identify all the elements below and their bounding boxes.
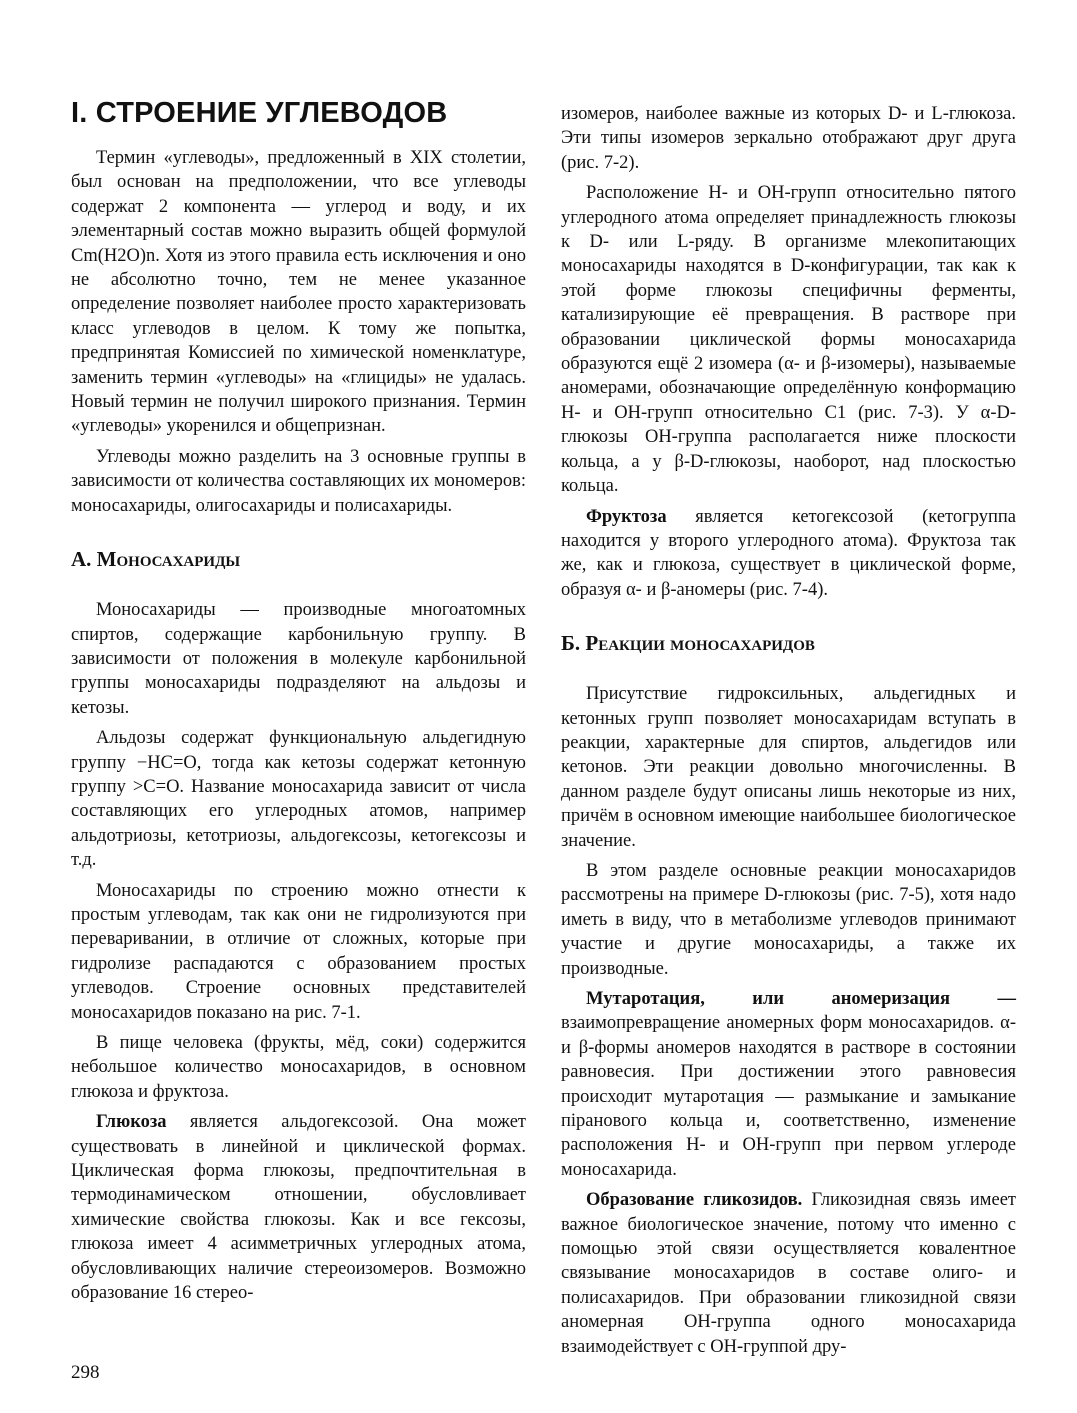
paragraph: В пище человека (фрукты, мёд, соки) содержится небольшое количество моносахаридов, в основном глюкоза и фруктоза. xyxy=(71,1033,526,1102)
paragraph xyxy=(71,1110,526,1305)
paragraph: Расположение Н- и ОН-групп относительно пятого углеродного атома определяет принадлежность глюкозы к D- или L-ряду. В организме млекопитающих моносахариды находятся в D-конфигурации, так как к этой форме глюкозы специфичны ферменты, катализирующие её превращения. В растворе при образовании циклической формы моносахарида образуются ещё 2 изомера (α- и β-изомеры), называемые аномерами, обозначающие определённую конформацию Н- и ОН-групп относительно C1 (рис. 7-3). У α-D-глюкозы ОН-группа располагается ниже плоскости кольца, а у β-D-глюкозы, наоборот, над плоскостью кольца. xyxy=(561,183,1016,497)
section-heading-a: А. Моносахариды xyxy=(71,547,241,572)
paragraph: Присутствие гидроксильных, альдегидных и кетонных групп позволяет моносахаридам вступать в реакции, характерные для спиртов, альдегидов или кетонов. Эти реакции довольно многочисленны. В данном разделе будут описаны лишь некоторые из них, причём в основном имеющие наибольшее биологическое значение. xyxy=(561,684,1016,851)
right-column xyxy=(561,102,1016,1365)
paragraph: Углеводы можно разделить на 3 основные группы в зависимости от количества составляющих их мономеров: моносахариды, олигосахариды и полисахариды. xyxy=(71,446,526,516)
term-glycosides: Образование гликозидов. xyxy=(586,1190,803,1211)
section-heading-b: Б. Реакции моносахаридов xyxy=(561,631,815,656)
paragraph: Термин «углеводы», предложенный в XIX столетии, был основан на предположении, что все углеводы содержат 2 компонента — углерод и воду, и их элементарный состав можно выразить общей формулой Cm(H2O)n. Хотя из этого правила есть исключения и оно не абсолютно точно, тем не менее указанное определение позволяет наиболее просто характеризовать класс углеводов в целом. К тому же попытка, предпринятая Комиссией по химической номенклатуре, заменить термин «углеводы» на «глициды» не удалась. Новый термин не получил широкого признания. Термин «углеводы» укоренился и общепризнан. xyxy=(71,148,526,437)
term-fructose: Фруктоза xyxy=(586,506,667,527)
left-column xyxy=(71,96,526,1311)
paragraph-text: является кетогексозой (кетогруппа находится у второго углеродного атома). Фруктоза так же, как и глюкоза, существует в циклической форме, образуя α- и β-аномеры (рис. 7-4). xyxy=(561,506,1016,600)
term-glucose: Глюкоза xyxy=(96,1112,167,1133)
paragraph: Моносахариды — производные многоатомных спиртов, содержащие карбонильную группу. В зависимости от положения в молекуле карбонильной группы моносахариды подразделяют на альдозы и кетозы. xyxy=(71,600,526,718)
paragraph: В этом разделе основные реакции моносахаридов рассмотрены на примере D-глюкозы (рис. 7-5), хотя надо иметь в виду, что в метаболизме углеводов принимают участие и другие моносахариды, а также их производные. xyxy=(561,860,1016,979)
paragraph xyxy=(561,505,1016,603)
chapter-title: I. СТРОЕНИЕ УГЛЕВОДОВ xyxy=(71,97,448,129)
paragraph: Моносахариды по строению можно отнести к простым углеводам, так как они не гидролизуются при переваривании, в отличие от сложных, которые при гидролизе распадаются с образованием простых углеводов. Строение основных представителей моносахаридов показано на рис. 7-1. xyxy=(71,880,526,1023)
paragraph: изомеров, наиболее важные из которых D- и L-глюкоза. Эти типы изомеров зеркально отображают друг друга (рис. 7-2). xyxy=(561,104,1016,173)
paragraph-text: взаимопревращение аномерных форм моносахаридов. α- и β-формы аномеров находятся в растворе в состоянии равновесия. При достижении этого равновесия происходит мутаротация — размыкание и замыкание піранового кольца и, соответственно, изменение расположения Н- и ОН-групп при первом углероде моносахарида. xyxy=(561,1013,1016,1180)
term-mutarotation: Мутаротация, или аномеризация — xyxy=(586,989,1016,1009)
paragraph xyxy=(561,1188,1016,1359)
paragraph: Альдозы содержат функциональную альдегидную группу −HC=O, тогда как кетозы содержат кетонную группу >C=O. Название моносахарида зависит от числа составляющих его углеродных атомов, например альдотриозы, кетотриозы, альдогексозы, кетогексозы и т.д. xyxy=(71,728,526,871)
paragraph-text: Гликозидная связь имеет важное биологическое значение, потому что именно с помощью этой связи осуществляется ковалентное связывание моносахаридов в составе олиго- и полисахаридов. При образовании гликозидной связи аномерная ОН-группа одного моносахарида взаимодействует с ОН-группой дру- xyxy=(561,1190,1016,1357)
paragraph-text: является альдогексозой. Она может существовать в линейной и циклической формах. Циклическая форма глюкозы, предпочтительная в термодинамическом отношении, обусловливает химические свойства глюкозы. Как и все гексозы, глюкоза имеет 4 асимметричных углеродных атома, обусловливающих наличие стереоизомеров. Возможно образование 16 стерео- xyxy=(71,1112,526,1304)
paragraph xyxy=(561,987,1016,1182)
page-number: 298 xyxy=(71,1362,100,1383)
